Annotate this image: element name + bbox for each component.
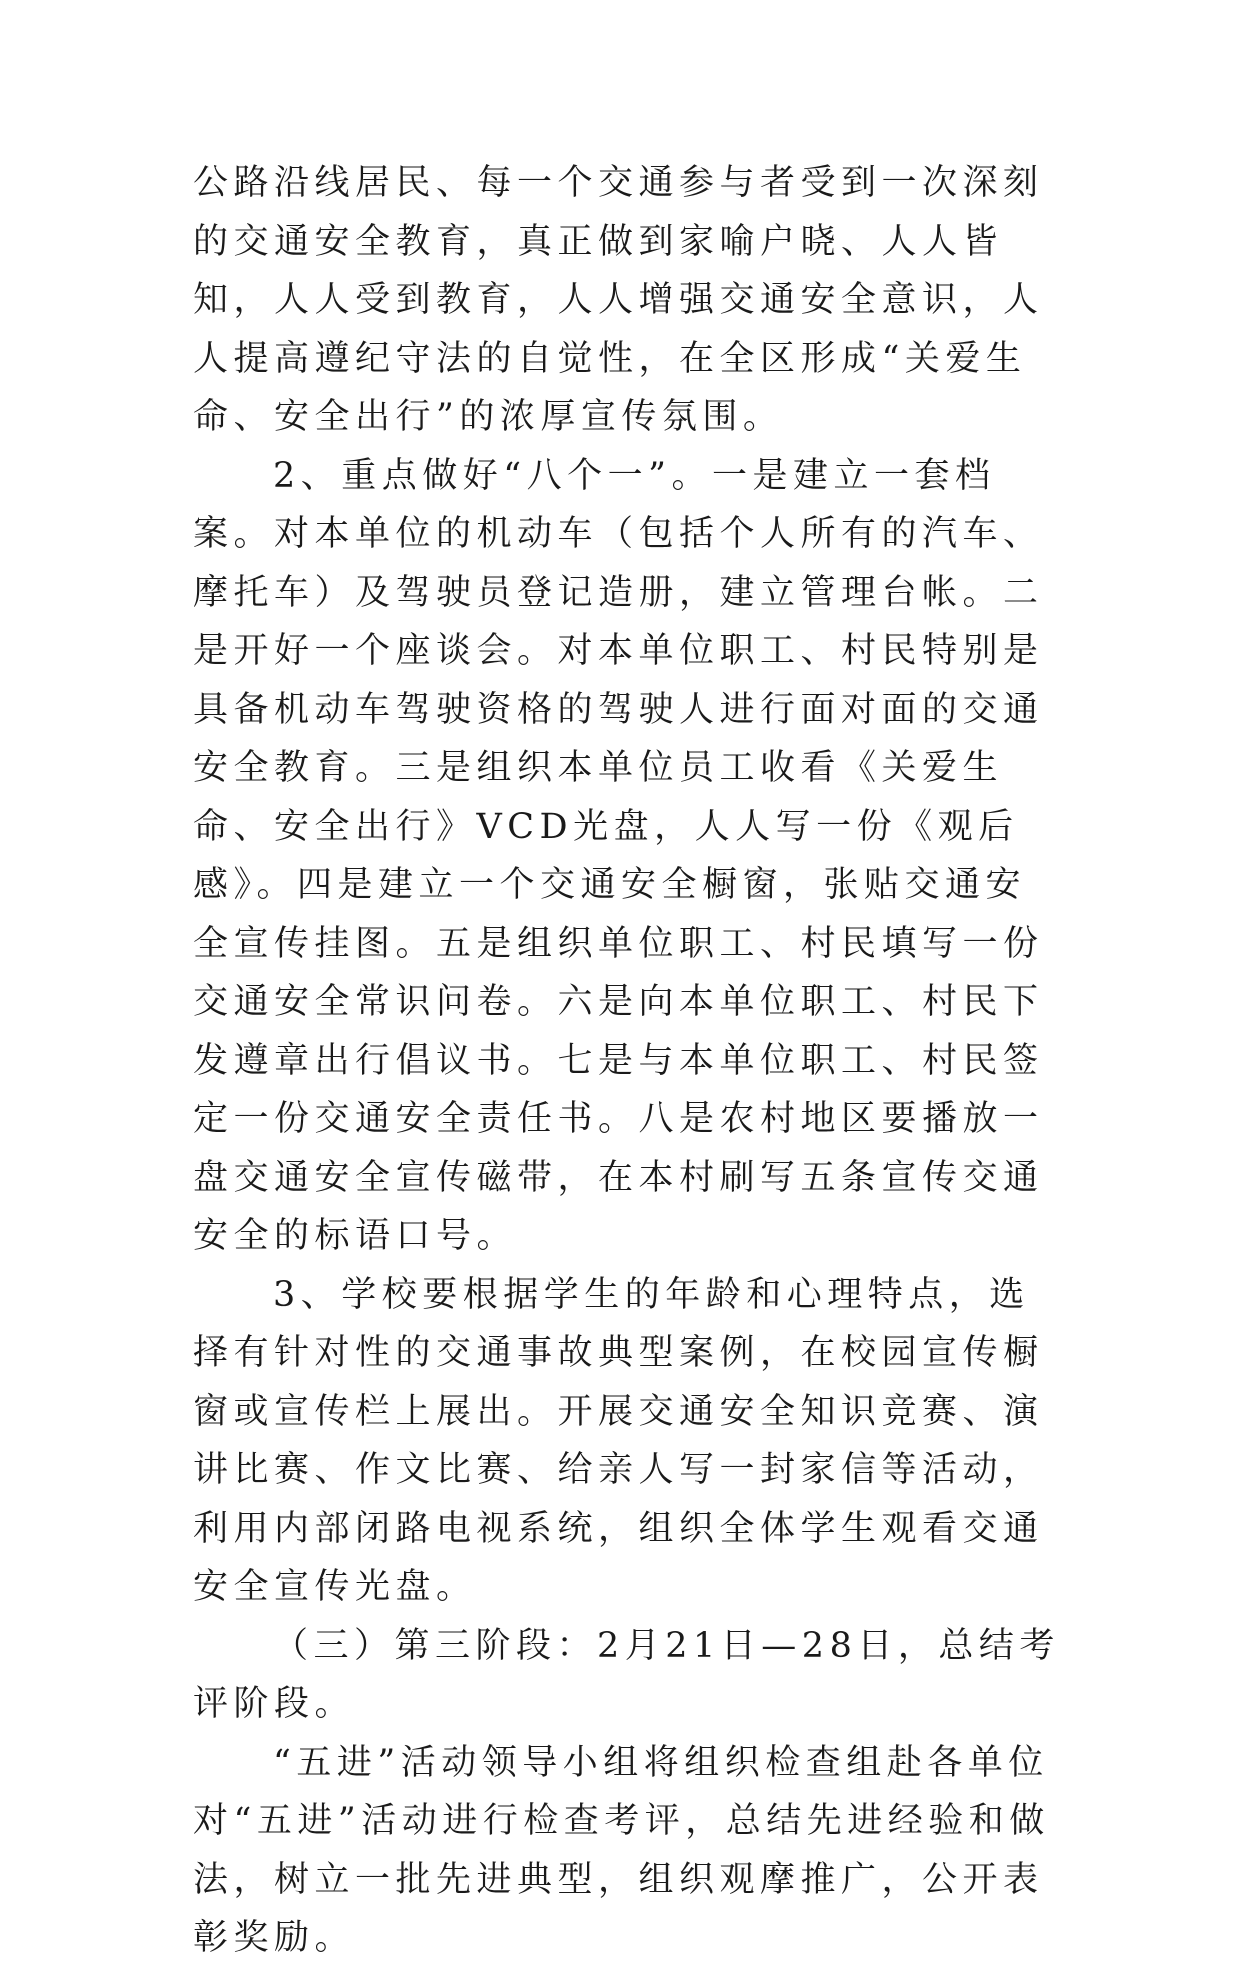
section-heading-phase-three: （三）第三阶段：2月21日—28日，总结考评阶段。	[193, 1625, 1060, 1724]
paragraph-eight-ones: 2、重点做好“八个一”。一是建立一套档案。对本单位的机动车（包括个人所有的汽车、摩托车）及驾驶员登记造册，建立管理台帐。二是开好一个座谈会。对本单位职工、村民特别是具备机动车驾驶资格的驾驶人进行面对面的交通安全教育。三是组织本单位员工收看《关爱生命、安全出行》VCD光盘，人人写一份《观后感》。四是建立一个交通安全橱窗，张贴交通安全宣传挂图。五是组织单位职工、村民填写一份交通安全常识问卷。六是向本单位职工、村民下发遵章出行倡议书。七是与本单位职工、村民签定一份交通安全责任书。八是农村地区要播放一盘交通安全宣传磁带，在本村刷写五条宣传交通安全的标语口号。	[193, 455, 1044, 1256]
document-body	[193, 154, 1063, 1968]
paragraph-continuation: 公路沿线居民、每一个交通参与者受到一次深刻的交通安全教育，真正做到家喻户晓、人人皆知，人人受到教育，人人增强交通安全意识，人人提高遵纪守法的自觉性，在全区形成“关爱生命、安全出行”的浓厚宣传氛围。	[193, 163, 1044, 437]
paragraph-schools: 3、学校要根据学生的年龄和心理特点，选择有针对性的交通事故典型案例，在校园宣传橱窗或宣传栏上展出。开展交通安全知识竞赛、演讲比赛、作文比赛、给亲人写一封家信等活动，利用内部闭路电视系统，组织全体学生观看交通安全宣传光盘。	[193, 1274, 1044, 1607]
paragraph-evaluation: “五进”活动领导小组将组织检查组赴各单位对“五进”活动进行检查考评，总结先进经验和做法，树立一批先进典型，组织观摩推广，公开表彰奖励。	[193, 1742, 1050, 1958]
